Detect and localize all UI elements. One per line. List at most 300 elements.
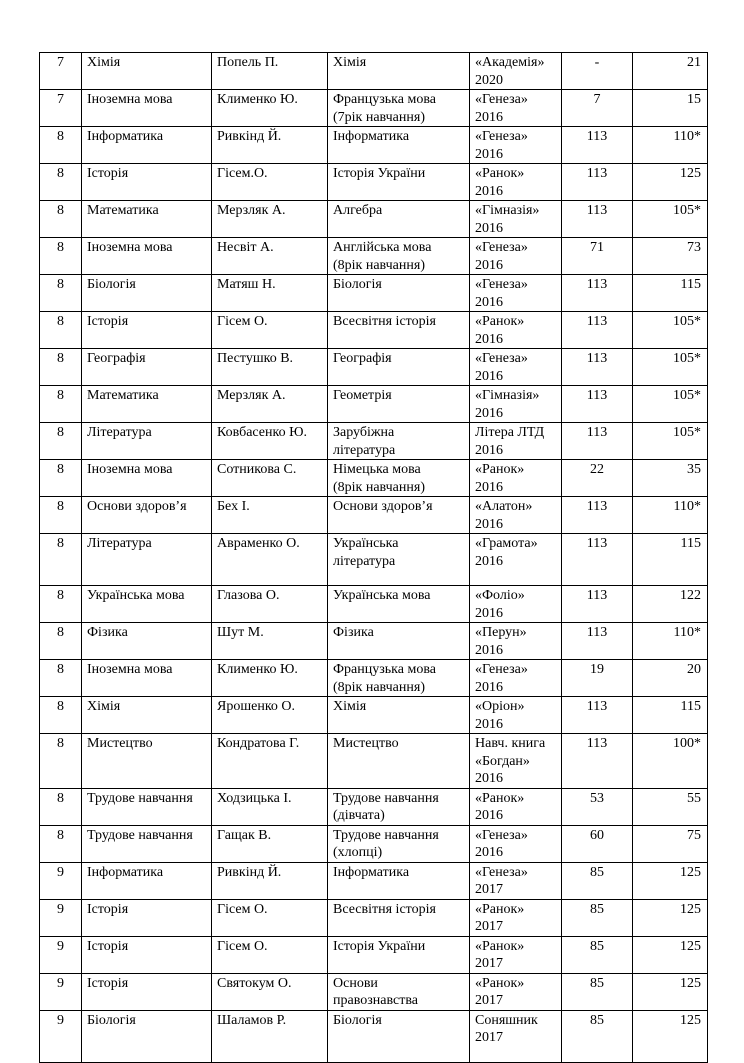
- publisher-cell-text: 2016: [475, 442, 503, 458]
- subject-cell-text: Література: [87, 536, 152, 551]
- book-title-cell: [328, 386, 470, 423]
- grade-cell-text: 8: [57, 129, 64, 144]
- author-cell-text: Ходзицька І.: [217, 790, 292, 806]
- book-title-cell-text: Хімія: [333, 55, 367, 70]
- subject-cell: [82, 660, 212, 697]
- publisher-cell-text: 2016: [475, 605, 503, 621]
- author-cell-text: Ривкінд Й.: [217, 864, 282, 880]
- count-cell-text: 22: [590, 462, 604, 477]
- count-total-cell: [633, 899, 708, 936]
- count-total-cell-text: 105*: [673, 425, 701, 440]
- publisher-cell-text: Літера ЛТД: [475, 425, 545, 440]
- count-total-cell-text: 125: [680, 1012, 701, 1028]
- count-cell: [562, 423, 633, 460]
- count-total-cell: [633, 936, 708, 973]
- author-cell-text: Авраменко О.: [217, 536, 300, 551]
- subject-cell-text: Трудове навчання: [87, 827, 193, 843]
- table-row: [40, 90, 708, 127]
- subject-cell-text: Історія: [87, 975, 129, 991]
- publisher-cell-text: 2020: [475, 72, 503, 88]
- grade-cell-text: 8: [57, 314, 64, 329]
- count-total-cell-text: 125: [680, 901, 701, 917]
- grade-cell: [40, 238, 82, 275]
- subject-cell: [82, 734, 212, 789]
- count-cell-text: 53: [590, 790, 604, 806]
- subject-cell-text: Біологія: [87, 277, 136, 292]
- subject-cell-text: Історія: [87, 314, 129, 329]
- count-total-cell: [633, 423, 708, 460]
- publisher-cell-text: «Алатон»: [475, 499, 533, 514]
- count-cell: [562, 312, 633, 349]
- author-cell-text: Ковбасенко Ю.: [217, 425, 307, 440]
- table-row: [40, 460, 708, 497]
- book-title-cell-text: Алгебра: [333, 203, 383, 218]
- table-row: [40, 497, 708, 534]
- grade-cell: [40, 936, 82, 973]
- author-cell: [212, 201, 328, 238]
- count-cell: [562, 90, 633, 127]
- count-cell-text: 113: [586, 203, 608, 218]
- author-cell-text: Шаламов Р.: [217, 1012, 287, 1028]
- grade-cell-text: 8: [57, 736, 64, 751]
- publisher-cell-text: 2016: [475, 294, 503, 310]
- publisher-cell-text: «Фоліо»: [475, 588, 525, 603]
- publisher-cell-text: «Ранок»: [475, 314, 525, 329]
- subject-cell: [82, 90, 212, 127]
- publisher-cell-text: 2016: [475, 845, 503, 860]
- publisher-cell: [470, 973, 562, 1010]
- book-title-cell: [328, 973, 470, 1010]
- count-cell-text: 113: [586, 699, 608, 714]
- publisher-cell-text: «Гімназія»: [475, 203, 540, 218]
- count-cell-text: 113: [586, 588, 608, 603]
- publisher-cell: [470, 862, 562, 899]
- publisher-cell-text: 2016: [475, 109, 503, 125]
- count-cell-text: 85: [590, 864, 604, 880]
- table-row: [40, 238, 708, 275]
- table-row: [40, 275, 708, 312]
- author-cell: [212, 899, 328, 936]
- subject-cell-text: Математика: [87, 203, 159, 218]
- count-total-cell: [633, 788, 708, 825]
- book-title-cell-text: Французька мова: [333, 92, 436, 107]
- publisher-cell-text: «Ранок»: [475, 166, 525, 181]
- subject-cell: [82, 238, 212, 275]
- subject-cell: [82, 164, 212, 201]
- subject-cell: [82, 127, 212, 164]
- book-title-cell: [328, 90, 470, 127]
- grade-cell-text: 8: [57, 462, 64, 477]
- count-cell: [562, 586, 633, 623]
- count-total-cell: [633, 238, 708, 275]
- count-total-cell: [633, 623, 708, 660]
- count-cell-text: 85: [590, 938, 604, 954]
- author-cell-text: Пестушко В.: [217, 351, 294, 366]
- author-cell: [212, 936, 328, 973]
- author-cell-text: Ривкінд Й.: [217, 129, 282, 144]
- book-title-cell-text: Зарубіжна: [333, 425, 395, 440]
- count-total-cell: [633, 386, 708, 423]
- book-title-cell-text: Інформатика: [333, 129, 410, 144]
- table-row: [40, 534, 708, 586]
- author-cell: [212, 164, 328, 201]
- book-title-cell: [328, 201, 470, 238]
- subject-cell: [82, 460, 212, 497]
- count-total-cell: [633, 534, 708, 586]
- book-title-cell-text: Українська мова: [333, 588, 431, 603]
- subject-cell: [82, 201, 212, 238]
- count-total-cell: [633, 127, 708, 164]
- grade-cell-text: 8: [57, 588, 64, 603]
- count-cell-text: 113: [586, 536, 608, 551]
- grade-cell-text: 8: [57, 499, 64, 514]
- count-cell-text: 113: [586, 388, 608, 403]
- publisher-cell-text: 2016: [475, 516, 503, 532]
- author-cell-text: Бех І.: [217, 499, 250, 514]
- grade-cell-text: 8: [57, 536, 64, 551]
- publisher-cell-text: 2016: [475, 146, 503, 162]
- table-row: [40, 825, 708, 862]
- author-cell: [212, 386, 328, 423]
- count-total-cell: [633, 1010, 708, 1062]
- count-cell: [562, 825, 633, 862]
- publisher-cell-text: «Ранок»: [475, 975, 525, 991]
- publisher-cell: [470, 312, 562, 349]
- grade-cell-text: 8: [57, 388, 64, 403]
- publisher-cell: [470, 660, 562, 697]
- grade-cell-text: 8: [57, 351, 64, 366]
- grade-cell: [40, 899, 82, 936]
- grade-cell-text: 8: [57, 662, 64, 677]
- grade-cell: [40, 623, 82, 660]
- book-title-cell: [328, 423, 470, 460]
- count-total-cell-text: 115: [680, 277, 701, 292]
- publisher-cell-text: 2016: [475, 479, 503, 495]
- publisher-cell-text: 2016: [475, 405, 503, 421]
- count-cell: [562, 164, 633, 201]
- count-cell: [562, 862, 633, 899]
- subject-cell-text: Історія: [87, 938, 129, 954]
- subject-cell: [82, 423, 212, 460]
- subject-cell: [82, 788, 212, 825]
- book-title-cell-text: Біологія: [333, 1012, 382, 1028]
- count-total-cell-text: 75: [687, 827, 701, 843]
- subject-cell-text: Література: [87, 425, 152, 440]
- book-title-cell-text: література: [333, 442, 396, 458]
- subject-cell: [82, 312, 212, 349]
- author-cell: [212, 825, 328, 862]
- author-cell-text: Клименко Ю.: [217, 92, 298, 107]
- book-title-cell-text: Англійська мова: [333, 240, 432, 255]
- table-row: [40, 1010, 708, 1062]
- grade-cell: [40, 973, 82, 1010]
- publisher-cell-text: «Академія»: [475, 55, 545, 70]
- count-total-cell: [633, 164, 708, 201]
- publisher-cell: [470, 275, 562, 312]
- author-cell-text: Мерзляк А.: [217, 388, 286, 403]
- grade-cell-text: 8: [57, 166, 64, 181]
- grade-cell-text: 7: [57, 55, 64, 70]
- subject-cell-text: Історія: [87, 166, 129, 181]
- table-row: [40, 660, 708, 697]
- count-cell: [562, 460, 633, 497]
- count-total-cell: [633, 862, 708, 899]
- count-total-cell-text: 55: [687, 790, 701, 806]
- author-cell: [212, 734, 328, 789]
- publisher-cell-text: 2017: [475, 882, 503, 897]
- publisher-cell-text: Навч. книга: [475, 736, 546, 751]
- book-title-cell: [328, 275, 470, 312]
- subject-cell-text: Іноземна мова: [87, 240, 173, 255]
- publisher-cell-text: «Ранок»: [475, 462, 525, 477]
- subject-cell: [82, 53, 212, 90]
- publisher-cell-text: «Грамота»: [475, 536, 538, 551]
- count-total-cell: [633, 697, 708, 734]
- author-cell: [212, 973, 328, 1010]
- publisher-cell-text: «Оріон»: [475, 699, 525, 714]
- grade-cell: [40, 660, 82, 697]
- publisher-cell: [470, 497, 562, 534]
- author-cell-text: Клименко Ю.: [217, 662, 298, 677]
- book-title-cell: [328, 788, 470, 825]
- count-total-cell-text: 110*: [673, 499, 701, 514]
- publisher-cell-text: «Генеза»: [475, 240, 528, 255]
- count-cell-text: 113: [586, 425, 608, 440]
- subject-cell-text: Інформатика: [87, 129, 164, 144]
- count-total-cell-text: 21: [687, 55, 701, 70]
- table-row: [40, 862, 708, 899]
- book-title-cell-text: (8рік навчання): [333, 479, 425, 495]
- grade-cell-text: 8: [57, 827, 64, 843]
- count-total-cell: [633, 825, 708, 862]
- book-title-cell-text: література: [333, 553, 396, 569]
- author-cell-text: Сотникова С.: [217, 462, 297, 477]
- count-total-cell: [633, 349, 708, 386]
- author-cell: [212, 349, 328, 386]
- table-row: [40, 386, 708, 423]
- book-title-cell-text: (хлопці): [333, 845, 383, 860]
- publisher-cell-text: 2016: [475, 553, 503, 569]
- grade-cell: [40, 312, 82, 349]
- author-cell-text: Ярошенко О.: [217, 699, 296, 714]
- publisher-cell: [470, 534, 562, 586]
- table-row: [40, 734, 708, 789]
- grade-cell-text: 9: [57, 864, 64, 880]
- table-row: [40, 788, 708, 825]
- count-total-cell: [633, 90, 708, 127]
- count-total-cell-text: 125: [680, 864, 701, 880]
- count-cell: [562, 201, 633, 238]
- publisher-cell-text: «Ранок»: [475, 938, 525, 954]
- count-total-cell-text: 115: [680, 536, 701, 551]
- subject-cell-text: Трудове навчання: [87, 790, 193, 806]
- table-row: [40, 697, 708, 734]
- count-cell-text: 113: [586, 166, 608, 181]
- author-cell: [212, 275, 328, 312]
- grade-cell-text: 8: [57, 625, 64, 640]
- author-cell: [212, 660, 328, 697]
- author-cell: [212, 1010, 328, 1062]
- count-cell-text: 113: [586, 314, 608, 329]
- author-cell-text: Матяш Н.: [217, 277, 276, 292]
- table-row: [40, 936, 708, 973]
- book-title-cell: [328, 238, 470, 275]
- table-row: [40, 312, 708, 349]
- grade-cell: [40, 788, 82, 825]
- author-cell-text: Кондратова Г.: [217, 736, 300, 751]
- book-title-cell: [328, 349, 470, 386]
- author-cell: [212, 127, 328, 164]
- publisher-cell: [470, 825, 562, 862]
- book-title-cell-text: Всесвітня історія: [333, 314, 436, 329]
- count-cell-text: 7: [593, 92, 601, 107]
- count-cell: [562, 973, 633, 1010]
- author-cell-text: Несвіт А.: [217, 240, 274, 255]
- publisher-cell-text: 2017: [475, 993, 503, 1008]
- grade-cell: [40, 1010, 82, 1062]
- count-cell: [562, 349, 633, 386]
- count-cell: [562, 53, 633, 90]
- publisher-cell: [470, 90, 562, 127]
- publisher-cell-text: «Перун»: [475, 625, 527, 640]
- book-title-cell-text: Історія України: [333, 166, 426, 181]
- grade-cell: [40, 734, 82, 789]
- book-title-cell: [328, 936, 470, 973]
- grade-cell-text: 8: [57, 277, 64, 292]
- publisher-cell-text: 2016: [475, 642, 503, 658]
- count-cell-text: 19: [590, 662, 604, 677]
- count-total-cell-text: 125: [680, 975, 701, 991]
- table-body: [40, 53, 708, 1063]
- book-title-cell: [328, 53, 470, 90]
- book-title-cell-text: (7рік навчання): [333, 109, 425, 125]
- count-total-cell-text: 105*: [673, 351, 701, 366]
- subject-cell: [82, 386, 212, 423]
- subject-cell-text: Біологія: [87, 1012, 136, 1028]
- subject-cell: [82, 1010, 212, 1062]
- publisher-cell-text: «Богдан»: [475, 753, 530, 769]
- grade-cell: [40, 349, 82, 386]
- publisher-cell: [470, 788, 562, 825]
- publisher-cell-text: 2016: [475, 679, 503, 695]
- author-cell-text: Попель П.: [217, 55, 279, 70]
- count-cell-text: 113: [586, 129, 608, 144]
- count-total-cell-text: 105*: [673, 203, 701, 218]
- book-title-cell: [328, 497, 470, 534]
- publisher-cell-text: 2016: [475, 771, 503, 786]
- count-total-cell-text: 20: [687, 662, 701, 677]
- book-title-cell: [328, 534, 470, 586]
- subject-cell-text: Фізика: [87, 625, 128, 640]
- count-total-cell-text: 35: [687, 462, 701, 477]
- count-total-cell-text: 100*: [673, 736, 701, 751]
- table-row: [40, 53, 708, 90]
- book-title-cell: [328, 460, 470, 497]
- publisher-cell-text: 2016: [475, 368, 503, 384]
- count-cell-text: 60: [590, 827, 604, 843]
- publisher-cell-text: 2016: [475, 716, 503, 732]
- book-title-cell-text: (8рік навчання): [333, 257, 425, 273]
- subject-cell-text: Основи здоров’я: [87, 499, 187, 514]
- book-title-cell-text: Українська: [333, 536, 399, 551]
- count-cell-text: 113: [586, 499, 608, 514]
- table-row: [40, 201, 708, 238]
- count-cell-text: -: [594, 55, 600, 70]
- publisher-cell-text: 2016: [475, 331, 503, 347]
- publisher-cell-text: 2016: [475, 257, 503, 273]
- book-title-cell-text: правознавства: [333, 993, 418, 1008]
- publisher-cell: [470, 899, 562, 936]
- grade-cell: [40, 586, 82, 623]
- grade-cell-text: 9: [57, 901, 64, 917]
- book-title-cell: [328, 899, 470, 936]
- book-title-cell-text: Основи: [333, 975, 378, 991]
- author-cell-text: Шут М.: [217, 625, 264, 640]
- count-cell: [562, 275, 633, 312]
- subject-cell-text: Хімія: [87, 55, 121, 70]
- table-row: [40, 623, 708, 660]
- book-title-cell: [328, 586, 470, 623]
- count-cell: [562, 1010, 633, 1062]
- table-row: [40, 586, 708, 623]
- subject-cell: [82, 825, 212, 862]
- count-cell: [562, 238, 633, 275]
- publisher-cell-text: «Генеза»: [475, 827, 528, 843]
- author-cell-text: Гісем О.: [217, 901, 268, 917]
- subject-cell: [82, 534, 212, 586]
- count-total-cell: [633, 275, 708, 312]
- publisher-cell: [470, 238, 562, 275]
- book-title-cell-text: Трудове навчання: [333, 827, 439, 843]
- book-title-cell-text: Геометрія: [333, 388, 392, 403]
- count-total-cell: [633, 497, 708, 534]
- count-cell-text: 113: [586, 351, 608, 366]
- publisher-cell-text: 2016: [475, 220, 503, 236]
- book-title-cell-text: (8рік навчання): [333, 679, 425, 695]
- grade-cell-text: 8: [57, 699, 64, 714]
- count-total-cell-text: 105*: [673, 388, 701, 403]
- count-cell-text: 85: [590, 975, 604, 991]
- count-cell: [562, 936, 633, 973]
- count-cell: [562, 697, 633, 734]
- count-total-cell: [633, 973, 708, 1010]
- grade-cell-text: 9: [57, 975, 64, 991]
- count-cell: [562, 788, 633, 825]
- book-title-cell: [328, 825, 470, 862]
- count-cell-text: 113: [586, 277, 608, 292]
- count-cell-text: 71: [590, 240, 604, 255]
- subject-cell: [82, 862, 212, 899]
- count-cell-text: 113: [586, 625, 608, 640]
- publisher-cell-text: 2017: [475, 1030, 503, 1045]
- publisher-cell-text: 2017: [475, 919, 503, 934]
- table-row: [40, 973, 708, 1010]
- subject-cell-text: Мистецтво: [87, 736, 153, 751]
- book-title-cell: [328, 862, 470, 899]
- grade-cell: [40, 862, 82, 899]
- subject-cell: [82, 899, 212, 936]
- count-cell: [562, 899, 633, 936]
- publisher-cell-text: «Гімназія»: [475, 388, 540, 403]
- author-cell: [212, 53, 328, 90]
- count-cell-text: 85: [590, 1012, 604, 1028]
- publisher-cell-text: «Генеза»: [475, 864, 528, 880]
- count-total-cell: [633, 312, 708, 349]
- count-cell: [562, 660, 633, 697]
- count-cell: [562, 734, 633, 789]
- subject-cell-text: Інформатика: [87, 864, 164, 880]
- author-cell: [212, 697, 328, 734]
